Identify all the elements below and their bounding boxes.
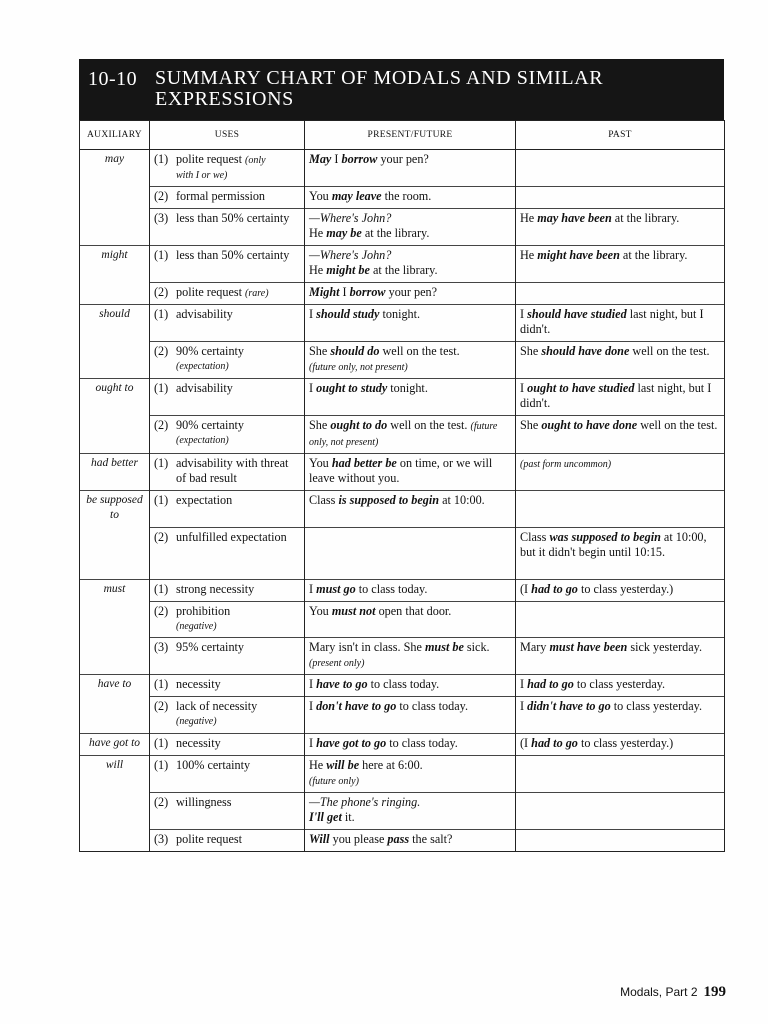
use-text: advisability	[176, 381, 233, 395]
section-number: 10-10	[88, 68, 138, 90]
use-text: unfulfilled expectation	[176, 530, 287, 544]
use-number: (1)	[154, 307, 169, 321]
use-number: (2)	[154, 530, 169, 544]
table-row	[80, 246, 725, 283]
table-row	[80, 734, 725, 756]
present-future-example: I should study tonight.	[305, 305, 516, 342]
uses-cell	[150, 756, 305, 793]
past-example: I had to go to class yesterday.	[516, 675, 725, 697]
use-text: 90% certainty	[176, 418, 245, 432]
present-future-example: She should do well on the test. (future only, not present)	[305, 342, 516, 379]
uses-cell	[150, 580, 305, 602]
present-future-example: I don't have to go to class today.	[305, 697, 516, 734]
use-note: with I or we)	[176, 170, 228, 181]
present-future-example: You must not open that door.	[305, 602, 516, 638]
table-row	[80, 793, 725, 830]
summary-chart-page	[79, 59, 724, 852]
uses-cell	[150, 830, 305, 852]
past-example: He might have been at the library.	[516, 246, 725, 283]
column-header-uses: USES	[150, 121, 305, 150]
past-example: Class was supposed to begin at 10:00, but it didn't begin until 10:15.	[516, 528, 725, 580]
use-number: (3)	[154, 211, 169, 225]
uses-cell	[150, 528, 305, 580]
auxiliary-cell: ought to	[80, 379, 150, 416]
auxiliary-cell	[80, 697, 150, 734]
modals-chart-table	[79, 120, 725, 852]
table-row	[80, 342, 725, 379]
past-example: (past form uncommon)	[516, 454, 725, 491]
column-header-past: PAST	[516, 121, 725, 150]
column-header-present-future: PRESENT/FUTURE	[305, 121, 516, 150]
table-body	[80, 150, 725, 852]
use-note: (expectation)	[176, 435, 229, 446]
auxiliary-cell	[80, 602, 150, 638]
uses-cell	[150, 491, 305, 528]
past-example	[516, 830, 725, 852]
present-future-example: I have got to go to class today.	[305, 734, 516, 756]
table-row	[80, 756, 725, 793]
use-number: (1)	[154, 381, 169, 395]
past-example	[516, 602, 725, 638]
past-example	[516, 491, 725, 528]
column-header-auxiliary: AUXILIARY	[80, 121, 150, 150]
table-row	[80, 209, 725, 246]
table-row	[80, 416, 725, 454]
use-text: advisability with threat of bad result	[176, 456, 289, 485]
auxiliary-cell: have got to	[80, 734, 150, 756]
auxiliary-cell: must	[80, 580, 150, 602]
uses-cell	[150, 602, 305, 638]
use-note: (negative)	[176, 716, 217, 727]
table-row	[80, 454, 725, 491]
use-number: (2)	[154, 189, 169, 203]
table-row	[80, 830, 725, 852]
present-future-example: Mary isn't in class. She must be sick. (present only)	[305, 638, 516, 675]
past-example: I didn't have to go to class yesterday.	[516, 697, 725, 734]
uses-cell	[150, 638, 305, 675]
use-number: (3)	[154, 640, 169, 654]
use-text: 90% certainty	[176, 344, 245, 358]
past-example: Mary must have been sick yesterday.	[516, 638, 725, 675]
auxiliary-cell: had better	[80, 454, 150, 491]
use-text: polite request	[176, 285, 242, 299]
uses-cell	[150, 283, 305, 305]
uses-cell	[150, 209, 305, 246]
use-text: necessity	[176, 736, 221, 750]
use-number: (2)	[154, 604, 169, 618]
use-note: (negative)	[176, 621, 217, 632]
present-future-example: May I borrow your pen?	[305, 150, 516, 187]
use-text: lack of necessity	[176, 699, 258, 713]
uses-cell	[150, 342, 305, 379]
present-future-example: Class is supposed to begin at 10:00.	[305, 491, 516, 528]
auxiliary-cell: may	[80, 150, 150, 187]
past-example: She should have done well on the test.	[516, 342, 725, 379]
use-number: (1)	[154, 677, 169, 691]
table-row	[80, 697, 725, 734]
uses-cell	[150, 734, 305, 756]
past-example	[516, 793, 725, 830]
use-text: formal permission	[176, 189, 266, 203]
use-text: advisability	[176, 307, 233, 321]
auxiliary-cell	[80, 830, 150, 852]
uses-cell	[150, 150, 305, 187]
auxiliary-cell	[80, 342, 150, 379]
table-row	[80, 150, 725, 187]
use-number: (2)	[154, 344, 169, 358]
table-row	[80, 602, 725, 638]
table-row	[80, 580, 725, 602]
auxiliary-cell: should	[80, 305, 150, 342]
present-future-example: I must go to class today.	[305, 580, 516, 602]
auxiliary-cell: might	[80, 246, 150, 283]
uses-cell	[150, 305, 305, 342]
use-number: (2)	[154, 285, 169, 299]
use-text: willingness	[176, 795, 232, 809]
table-header-row	[80, 121, 725, 150]
auxiliary-cell	[80, 638, 150, 675]
uses-cell	[150, 675, 305, 697]
uses-cell	[150, 246, 305, 283]
use-number: (3)	[154, 832, 169, 846]
chapter-label: Modals, Part 2	[620, 985, 698, 999]
past-example: I ought to have studied last night, but I didn't.	[516, 379, 725, 416]
use-text: polite request	[176, 152, 242, 166]
auxiliary-cell	[80, 187, 150, 209]
past-example	[516, 756, 725, 793]
present-future-example: —The phone's ringing. I'll get it.	[305, 793, 516, 830]
use-number: (1)	[154, 493, 169, 507]
use-number: (1)	[154, 456, 169, 470]
use-number: (1)	[154, 582, 169, 596]
uses-cell	[150, 793, 305, 830]
present-future-example: Might I borrow your pen?	[305, 283, 516, 305]
use-text: expectation	[176, 493, 233, 507]
page-number: 199	[703, 984, 726, 1000]
present-future-example: You had better be on time, or we will leave without you.	[305, 454, 516, 491]
use-text: 95% certainty	[176, 640, 245, 654]
use-number: (1)	[154, 736, 169, 750]
use-number: (2)	[154, 795, 169, 809]
use-number: (1)	[154, 758, 169, 772]
table-row	[80, 305, 725, 342]
table-row	[80, 379, 725, 416]
auxiliary-cell: have to	[80, 675, 150, 697]
past-example: She ought to have done well on the test.	[516, 416, 725, 454]
present-future-example: Will you please pass the salt?	[305, 830, 516, 852]
uses-cell	[150, 416, 305, 454]
auxiliary-cell	[80, 283, 150, 305]
use-text: less than 50% certainty	[176, 248, 290, 262]
table-row	[80, 528, 725, 580]
section-title: SUMMARY CHART OF MODALS AND SIMILAR EXPRESSIONS	[155, 67, 604, 110]
present-future-example: He will be here at 6:00. (future only)	[305, 756, 516, 793]
present-future-example	[305, 528, 516, 580]
auxiliary-cell	[80, 209, 150, 246]
auxiliary-cell: will	[80, 756, 150, 793]
past-example: (I had to go to class yesterday.)	[516, 580, 725, 602]
uses-cell	[150, 187, 305, 209]
use-text: 100% certainty	[176, 758, 251, 772]
table-row	[80, 491, 725, 528]
use-text: less than 50% certainty	[176, 211, 290, 225]
present-future-example: —Where's John? He might be at the library.	[305, 246, 516, 283]
use-number: (2)	[154, 699, 169, 713]
uses-cell	[150, 454, 305, 491]
auxiliary-cell: be supposed to	[80, 491, 150, 528]
section-header	[79, 59, 724, 120]
table-row	[80, 638, 725, 675]
past-example	[516, 283, 725, 305]
past-example	[516, 187, 725, 209]
past-example: I should have studied last night, but I didn't.	[516, 305, 725, 342]
use-number: (2)	[154, 418, 169, 432]
use-number: (1)	[154, 248, 169, 262]
table-row	[80, 283, 725, 305]
table-row	[80, 187, 725, 209]
present-future-example: I ought to study tonight.	[305, 379, 516, 416]
use-text: strong necessity	[176, 582, 255, 596]
auxiliary-cell	[80, 793, 150, 830]
present-future-example: You may leave the room.	[305, 187, 516, 209]
use-note: (expectation)	[176, 361, 229, 372]
past-example: (I had to go to class yesterday.)	[516, 734, 725, 756]
page-footer	[620, 984, 726, 1001]
use-number: (1)	[154, 152, 169, 166]
present-future-example: —Where's John? He may be at the library.	[305, 209, 516, 246]
use-text: prohibition	[176, 604, 231, 618]
uses-cell	[150, 697, 305, 734]
present-future-example: She ought to do well on the test. (future only, not present)	[305, 416, 516, 454]
use-note-inline: (only	[245, 155, 266, 166]
table-row	[80, 675, 725, 697]
past-example: He may have been at the library.	[516, 209, 725, 246]
use-text: polite request	[176, 832, 242, 846]
past-example	[516, 150, 725, 187]
auxiliary-cell	[80, 416, 150, 454]
uses-cell	[150, 379, 305, 416]
use-text: necessity	[176, 677, 221, 691]
auxiliary-cell	[80, 528, 150, 580]
present-future-example: I have to go to class today.	[305, 675, 516, 697]
use-note-inline: (rare)	[245, 288, 269, 299]
